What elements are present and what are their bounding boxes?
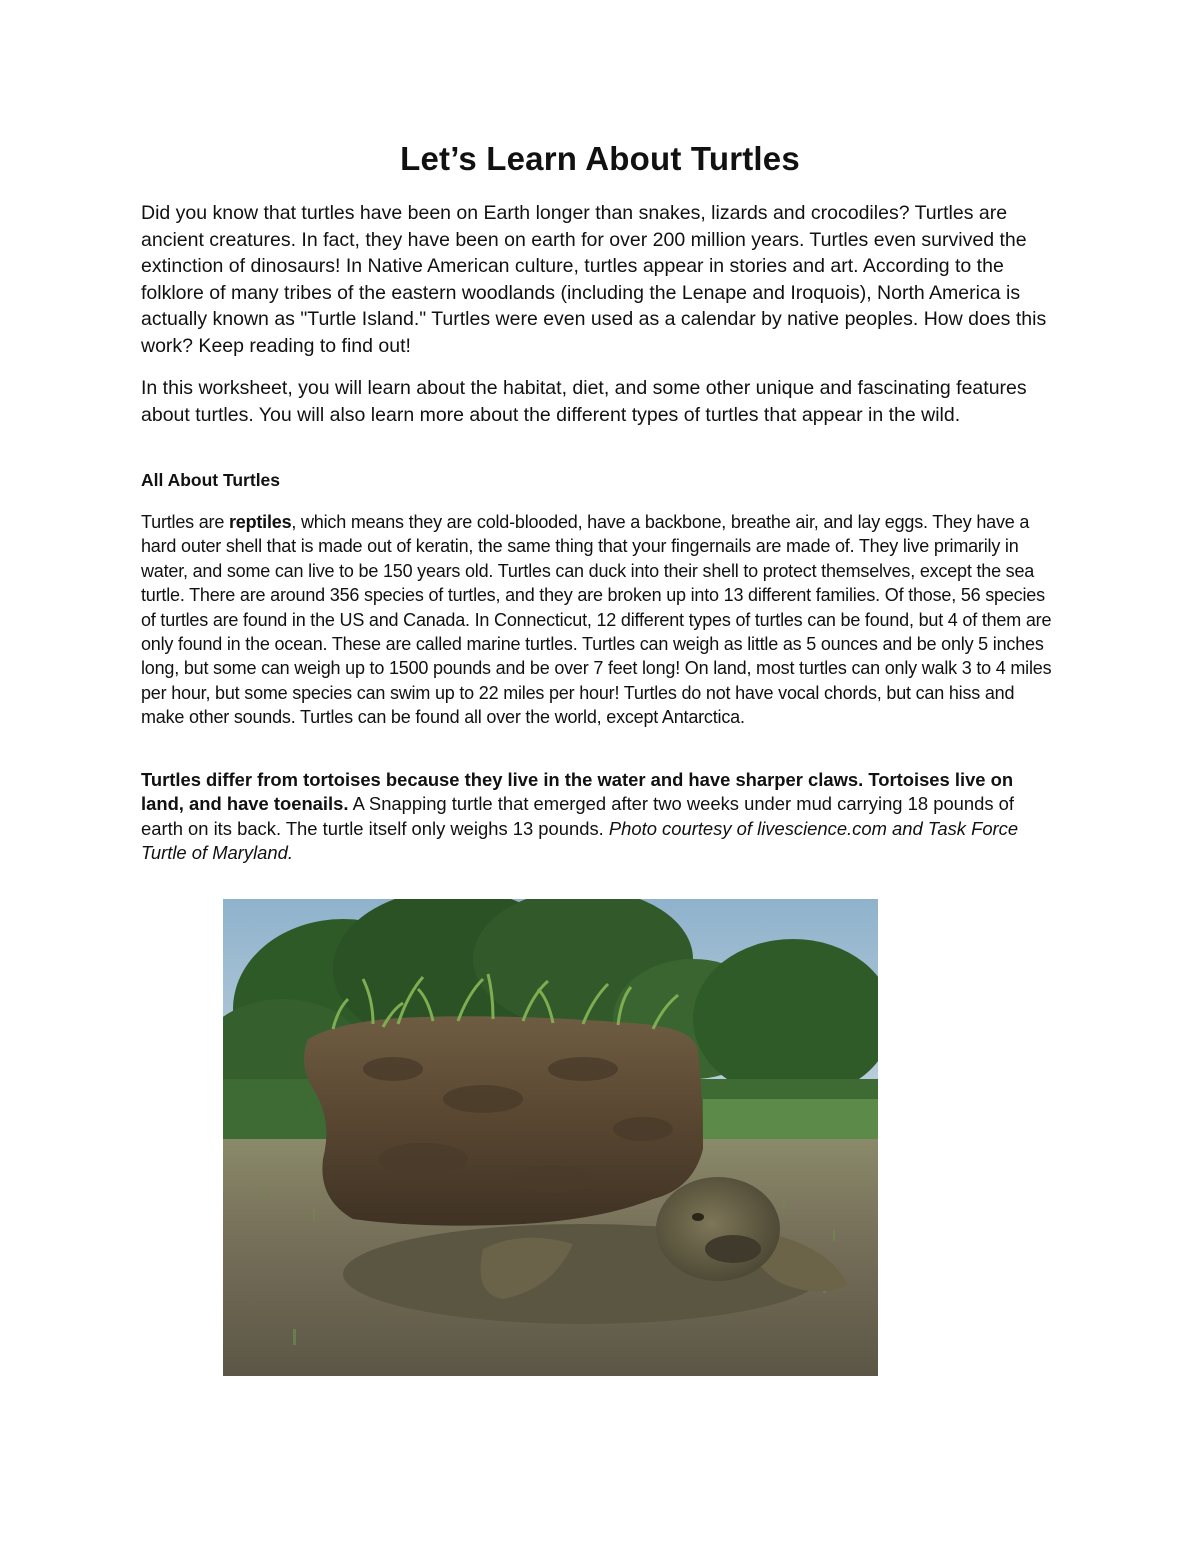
section-heading: All About Turtles [141,470,281,490]
photo-credit: Photo courtesy of livescience.com and Task Force Turtle of Maryland. [141,817,1019,864]
about-turtles-paragraph [141,510,1061,730]
tortoise-comparison-bold: Turtles differ from tortoises because they live in the water and have sharper claws. Tortoises live on land, and have toenails. [141,769,1014,815]
p3-text-rest: , which means they are cold-blooded, have a backbone, breathe air, and lay eggs. They have a hard outer shell that is made out of keratin, the same thing that your fingernails are made of. They live primarily in water, and some can live to be 150 years old. Turtles can duck into their shell to protect themselves, except the sea turtle. There are around 356 species of turtles, and they are broken up into 13 different families. Of those, 56 species of turtles are found in the US and Canada. In Connecticut, 12 different types of turtles can be found, but 4 of them are only found in the ocean. These are called marine turtles. Turtles can weigh as little as 5 ounces and be only 5 inches long, but some can weigh up to 1500 pounds and be over 7 feet long! On land, most turtles can only walk 3 to 4 miles per hour, but some species can swim up to 22 miles per hour! Turtles do not have vocal chords, but can hiss and make other sounds. Turtles can be found all over the world, except Antarctica. [141,512,1052,728]
intro-paragraph-1: Did you know that turtles have been on Earth longer than snakes, lizards and crocodiles? Turtles are ancient creatures. In fact, they have been on earth for over 200 million years. Turtles even survived the extinction of dinosaurs! In Native American culture, turtles appear in stories and art. According to the folklore of many tribes of the eastern woodlands (including the Lenape and Iroquois), North America is actually known as "Turtle Island." Turtles were even used as a calendar by native peoples. How does this work? Keep reading to find out! [141,202,1047,357]
reptiles-term: reptiles [228,512,292,532]
intro-paragraph-2: In this worksheet, you will learn about the habitat, diet, and some other unique and fascinating features about turtles. You will also learn more about the different types of turtles that appear in the wild. [141,377,1027,426]
p3-text-start: Turtles are [141,512,229,532]
tortoise-comparison-paragraph [141,768,1061,866]
photo-caption: A Snapping turtle that emerged after two weeks under mud carrying 18 pounds of earth on its back. The turtle itself only weighs 13 pounds. [141,793,1014,839]
turtle-photo-illustration [223,899,878,1376]
snapping-turtle-photo [223,899,878,1376]
page-title: Let’s Learn About Turtles [400,140,800,177]
